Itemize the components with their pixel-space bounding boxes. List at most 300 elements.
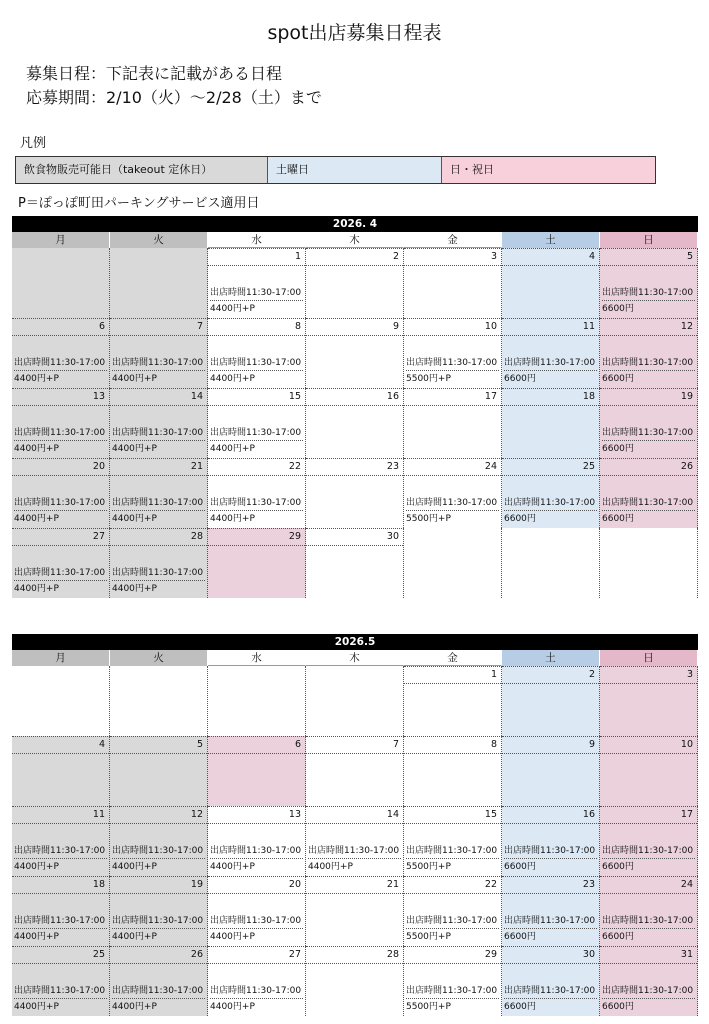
fee-price: 4400円+P [14,514,59,524]
calendar-day-cell [110,736,208,806]
opening-hours: 出店時間11:30-17:00 [14,844,107,859]
calendar-day-cell [110,388,208,458]
fee-price: 4400円+P [210,932,255,942]
opening-hours: 出店時間11:30-17:00 [14,356,107,371]
fee-price: 5500円+P [406,514,451,524]
day-number: 26 [680,461,693,472]
day-number-divider [404,963,501,964]
calendar-day-cell [502,318,600,388]
calendar-day-cell [404,806,502,876]
weekday-thu: 木 [306,650,404,666]
fee-price: 4400円+P [112,514,157,524]
day-number-divider [110,475,207,476]
day-number-divider [404,683,501,684]
calendar-day-cell [306,736,404,806]
legend-food-sale-days: 飲食物販売可能日（takeout 定休日） [16,157,268,183]
day-number-divider [404,753,501,754]
recruit-schedule-line: 募集日程：下記表に記載がある日程 [26,64,283,83]
fee-price: 6600円 [602,1002,634,1012]
calendar-day-cell [404,248,502,318]
calendar-day-cell [110,806,208,876]
calendar-day-cell [306,528,404,598]
calendar-day-cell [208,946,306,1016]
calendar-day-cell [306,458,404,528]
day-number: 4 [98,739,105,750]
day-number: 27 [288,949,301,960]
opening-hours: 出店時間11:30-17:00 [14,984,107,999]
day-number-divider [12,823,109,824]
calendar-day-cell [12,388,110,458]
calendar-day-cell [600,318,698,388]
calendar-week-row [12,318,698,388]
calendar-week-row [12,806,698,876]
calendar-day-cell [208,318,306,388]
opening-hours: 出店時間11:30-17:00 [210,496,303,511]
day-number: 22 [288,461,301,472]
fee-price: 4400円+P [210,862,255,872]
fee-price: 6600円 [602,932,634,942]
day-number-divider [502,963,599,964]
day-number: 14 [386,809,399,820]
day-number: 3 [490,251,497,262]
day-number: 13 [288,809,301,820]
calendar-may [12,634,698,1016]
day-number-divider [12,335,109,336]
calendar-day-cell [404,318,502,388]
day-number: 23 [386,461,399,472]
calendar-title: 2026.5 [12,634,698,650]
day-number: 18 [92,879,105,890]
day-number-divider [600,963,697,964]
calendar-week-row [12,736,698,806]
day-number-divider [208,405,305,406]
day-number-divider [208,823,305,824]
calendar-week-row [12,248,698,318]
calendar-week-row [12,946,698,1016]
day-number: 15 [484,809,497,820]
day-number: 18 [582,391,595,402]
day-number: 29 [288,531,301,542]
fee-price: 5500円+P [406,374,451,384]
calendar-week-row [12,528,698,598]
fee-price: 6600円 [504,932,536,942]
day-number-divider [12,963,109,964]
opening-hours: 出店時間11:30-17:00 [14,914,107,929]
calendar-day-cell [12,458,110,528]
opening-hours: 出店時間11:30-17:00 [112,984,205,999]
weekday-header-row [12,650,698,666]
day-number: 12 [680,321,693,332]
day-number: 20 [92,461,105,472]
fee-price: 5500円+P [406,862,451,872]
weekday-tue: 火 [110,232,208,248]
fee-price: 6600円 [504,862,536,872]
weekday-fri: 金 [404,650,502,666]
opening-hours: 出店時間11:30-17:00 [210,426,303,441]
day-number-divider [208,265,305,266]
day-number-divider [208,753,305,754]
day-number: 30 [386,531,399,542]
day-number: 23 [582,879,595,890]
day-number: 27 [92,531,105,542]
fee-price: 4400円+P [112,932,157,942]
day-number: 11 [582,321,595,332]
calendar-day-cell [208,528,306,598]
fee-price: 4400円+P [14,444,59,454]
opening-hours: 出店時間11:30-17:00 [504,844,597,859]
day-number-divider [110,545,207,546]
fee-price: 4400円+P [14,1002,59,1012]
legend [15,156,656,184]
calendar-empty-cell [502,528,600,598]
calendar-day-cell [502,666,600,736]
legend-sunday-holiday: 日・祝日 [442,157,655,183]
day-number-divider [12,545,109,546]
opening-hours: 出店時間11:30-17:00 [504,984,597,999]
weekday-tue: 火 [110,650,208,666]
fee-price: 4400円+P [210,444,255,454]
day-number-divider [110,893,207,894]
calendar-day-cell [110,876,208,946]
calendar-day-cell [208,736,306,806]
day-number-divider [502,335,599,336]
day-number: 29 [484,949,497,960]
calendar-day-cell [306,318,404,388]
weekday-sat: 土 [502,232,600,248]
day-number-divider [306,475,403,476]
day-number-divider [404,335,501,336]
day-number-divider [306,265,403,266]
day-number: 6 [98,321,105,332]
opening-hours: 出店時間11:30-17:00 [602,356,695,371]
day-number-divider [306,545,403,546]
day-number: 25 [92,949,105,960]
calendar-day-cell [208,806,306,876]
opening-hours: 出店時間11:30-17:00 [406,496,499,511]
fee-price: 6600円 [602,304,634,314]
calendar-day-cell [110,946,208,1016]
opening-hours: 出店時間11:30-17:00 [112,426,205,441]
day-number-divider [600,753,697,754]
calendar-day-cell [502,946,600,1016]
fee-price: 4400円+P [14,862,59,872]
day-number-divider [208,963,305,964]
calendar-grid [12,666,698,1016]
calendar-day-cell [12,946,110,1016]
calendar-april [12,216,698,598]
opening-hours: 出店時間11:30-17:00 [602,914,695,929]
calendar-day-cell [600,388,698,458]
day-number: 14 [190,391,203,402]
opening-hours: 出店時間11:30-17:00 [210,286,303,301]
day-number: 5 [686,251,693,262]
opening-hours: 出店時間11:30-17:00 [406,844,499,859]
calendar-day-cell [404,946,502,1016]
day-number: 2 [392,251,399,262]
day-number-divider [502,405,599,406]
day-number: 16 [582,809,595,820]
fee-price: 4400円+P [308,862,353,872]
day-number: 20 [288,879,301,890]
weekday-sat: 土 [502,650,600,666]
opening-hours: 出店時間11:30-17:00 [210,984,303,999]
calendar-day-cell [12,528,110,598]
calendar-day-cell [600,458,698,528]
day-number-divider [110,335,207,336]
day-number: 25 [582,461,595,472]
day-number-divider [600,683,697,684]
day-number: 21 [386,879,399,890]
calendar-week-row [12,388,698,458]
opening-hours: 出店時間11:30-17:00 [504,356,597,371]
opening-hours: 出店時間11:30-17:00 [406,984,499,999]
day-number-divider [12,405,109,406]
calendar-day-cell [306,806,404,876]
weekday-thu: 木 [306,232,404,248]
day-number: 16 [386,391,399,402]
day-number-divider [404,823,501,824]
calendar-grid [12,248,698,598]
calendar-day-cell [502,458,600,528]
calendar-day-cell [600,736,698,806]
calendar-day-cell [404,736,502,806]
calendar-empty-cell [110,666,208,736]
weekday-sun: 日 [600,650,698,666]
day-number: 22 [484,879,497,890]
calendar-day-cell [600,946,698,1016]
opening-hours: 出店時間11:30-17:00 [602,844,695,859]
fee-price: 4400円+P [14,932,59,942]
fee-price: 4400円+P [112,374,157,384]
fee-price: 6600円 [602,862,634,872]
day-number-divider [404,265,501,266]
calendar-day-cell [600,666,698,736]
day-number: 7 [392,739,399,750]
calendar-day-cell [502,876,600,946]
opening-hours: 出店時間11:30-17:00 [406,914,499,929]
day-number-divider [502,265,599,266]
calendar-day-cell [404,388,502,458]
calendar-day-cell [110,458,208,528]
opening-hours: 出店時間11:30-17:00 [14,566,107,581]
opening-hours: 出店時間11:30-17:00 [112,914,205,929]
fee-price: 6600円 [504,514,536,524]
day-number-divider [502,893,599,894]
calendar-day-cell [502,388,600,458]
weekday-wed: 水 [208,232,306,248]
calendar-day-cell [110,528,208,598]
day-number: 4 [588,251,595,262]
calendar-week-row [12,458,698,528]
calendar-empty-cell [404,528,502,598]
fee-price: 4400円+P [112,444,157,454]
day-number-divider [600,405,697,406]
calendar-title: 2026. 4 [12,216,698,232]
day-number: 9 [588,739,595,750]
day-number: 17 [484,391,497,402]
fee-price: 6600円 [602,444,634,454]
day-number-divider [404,405,501,406]
calendar-day-cell [502,248,600,318]
fee-price: 4400円+P [210,1002,255,1012]
day-number-divider [600,893,697,894]
day-number-divider [502,823,599,824]
calendar-day-cell [12,736,110,806]
day-number: 24 [484,461,497,472]
day-number-divider [502,753,599,754]
day-number-divider [306,335,403,336]
day-number-divider [12,753,109,754]
day-number: 31 [680,949,693,960]
fee-price: 6600円 [602,374,634,384]
day-number-divider [208,893,305,894]
day-number-divider [110,963,207,964]
day-number: 19 [680,391,693,402]
day-number-divider [306,405,403,406]
day-number-divider [600,265,697,266]
day-number-divider [306,823,403,824]
application-period-line: 応募期間：2/10（火）〜2/28（土）まで [26,88,322,107]
day-number: 2 [588,669,595,680]
day-number: 1 [294,251,301,262]
day-number-divider [110,405,207,406]
page-title: spot出店募集日程表 [267,22,442,44]
calendar-day-cell [306,388,404,458]
day-number-divider [600,475,697,476]
opening-hours: 出店時間11:30-17:00 [602,496,695,511]
calendar-day-cell [404,666,502,736]
calendar-day-cell [12,876,110,946]
day-number: 7 [196,321,203,332]
weekday-fri: 金 [404,232,502,248]
calendar-day-cell [110,318,208,388]
opening-hours: 出店時間11:30-17:00 [112,844,205,859]
opening-hours: 出店時間11:30-17:00 [602,426,695,441]
opening-hours: 出店時間11:30-17:00 [210,914,303,929]
day-number-divider [208,475,305,476]
day-number-divider [404,475,501,476]
fee-price: 4400円+P [210,374,255,384]
day-number-divider [404,893,501,894]
legend-saturday: 土曜日 [268,157,442,183]
day-number: 8 [294,321,301,332]
fee-price: 4400円+P [210,304,255,314]
calendar-week-row [12,876,698,946]
day-number: 24 [680,879,693,890]
day-number: 15 [288,391,301,402]
day-number-divider [12,475,109,476]
day-number: 5 [196,739,203,750]
calendar-day-cell [502,806,600,876]
day-number: 9 [392,321,399,332]
fee-price: 6600円 [602,514,634,524]
day-number: 21 [190,461,203,472]
weekday-mon: 月 [12,232,110,248]
calendar-empty-cell [600,528,698,598]
fee-price: 5500円+P [406,932,451,942]
day-number: 30 [582,949,595,960]
day-number: 19 [190,879,203,890]
day-number: 12 [190,809,203,820]
opening-hours: 出店時間11:30-17:00 [406,356,499,371]
day-number-divider [600,823,697,824]
opening-hours: 出店時間11:30-17:00 [210,356,303,371]
fee-price: 6600円 [504,374,536,384]
weekday-header-row [12,232,698,248]
day-number: 11 [92,809,105,820]
day-number-divider [208,545,305,546]
day-number-divider [306,893,403,894]
calendar-day-cell [12,318,110,388]
opening-hours: 出店時間11:30-17:00 [602,286,695,301]
opening-hours: 出店時間11:30-17:00 [14,426,107,441]
day-number: 8 [490,739,497,750]
calendar-day-cell [306,876,404,946]
calendar-day-cell [600,806,698,876]
day-number-divider [110,823,207,824]
fee-price: 4400円+P [112,1002,157,1012]
day-number: 28 [190,531,203,542]
opening-hours: 出店時間11:30-17:00 [14,496,107,511]
opening-hours: 出店時間11:30-17:00 [112,356,205,371]
legend-heading: 凡例 [20,136,47,151]
opening-hours: 出店時間11:30-17:00 [504,496,597,511]
opening-hours: 出店時間11:30-17:00 [504,914,597,929]
opening-hours: 出店時間11:30-17:00 [602,984,695,999]
opening-hours: 出店時間11:30-17:00 [112,566,205,581]
calendar-empty-cell [110,248,208,318]
day-number: 26 [190,949,203,960]
day-number: 17 [680,809,693,820]
calendar-day-cell [208,876,306,946]
fee-price: 6600円 [504,1002,536,1012]
calendar-empty-cell [12,666,110,736]
fee-price: 4400円+P [112,862,157,872]
day-number-divider [306,963,403,964]
fee-price: 4400円+P [112,584,157,594]
fee-price: 5500円+P [406,1002,451,1012]
day-number-divider [110,753,207,754]
day-number: 3 [686,669,693,680]
day-number: 6 [294,739,301,750]
calendar-day-cell [600,248,698,318]
calendar-day-cell [12,806,110,876]
weekday-sun: 日 [600,232,698,248]
opening-hours: 出店時間11:30-17:00 [210,844,303,859]
calendar-day-cell [502,736,600,806]
day-number-divider [12,893,109,894]
day-number-divider [208,335,305,336]
calendar-day-cell [208,248,306,318]
calendar-empty-cell [208,666,306,736]
fee-price: 4400円+P [14,584,59,594]
day-number-divider [502,475,599,476]
fee-price: 4400円+P [14,374,59,384]
weekday-wed: 水 [208,650,306,666]
day-number: 28 [386,949,399,960]
day-number: 10 [484,321,497,332]
day-number: 10 [680,739,693,750]
calendar-day-cell [600,876,698,946]
day-number-divider [502,683,599,684]
calendar-day-cell [404,458,502,528]
calendar-week-row [12,666,698,736]
day-number-divider [600,335,697,336]
calendar-day-cell [306,248,404,318]
parking-note: P＝ぽっぽ町田パーキングサービス適用日 [18,196,260,211]
calendar-day-cell [306,946,404,1016]
opening-hours: 出店時間11:30-17:00 [112,496,205,511]
